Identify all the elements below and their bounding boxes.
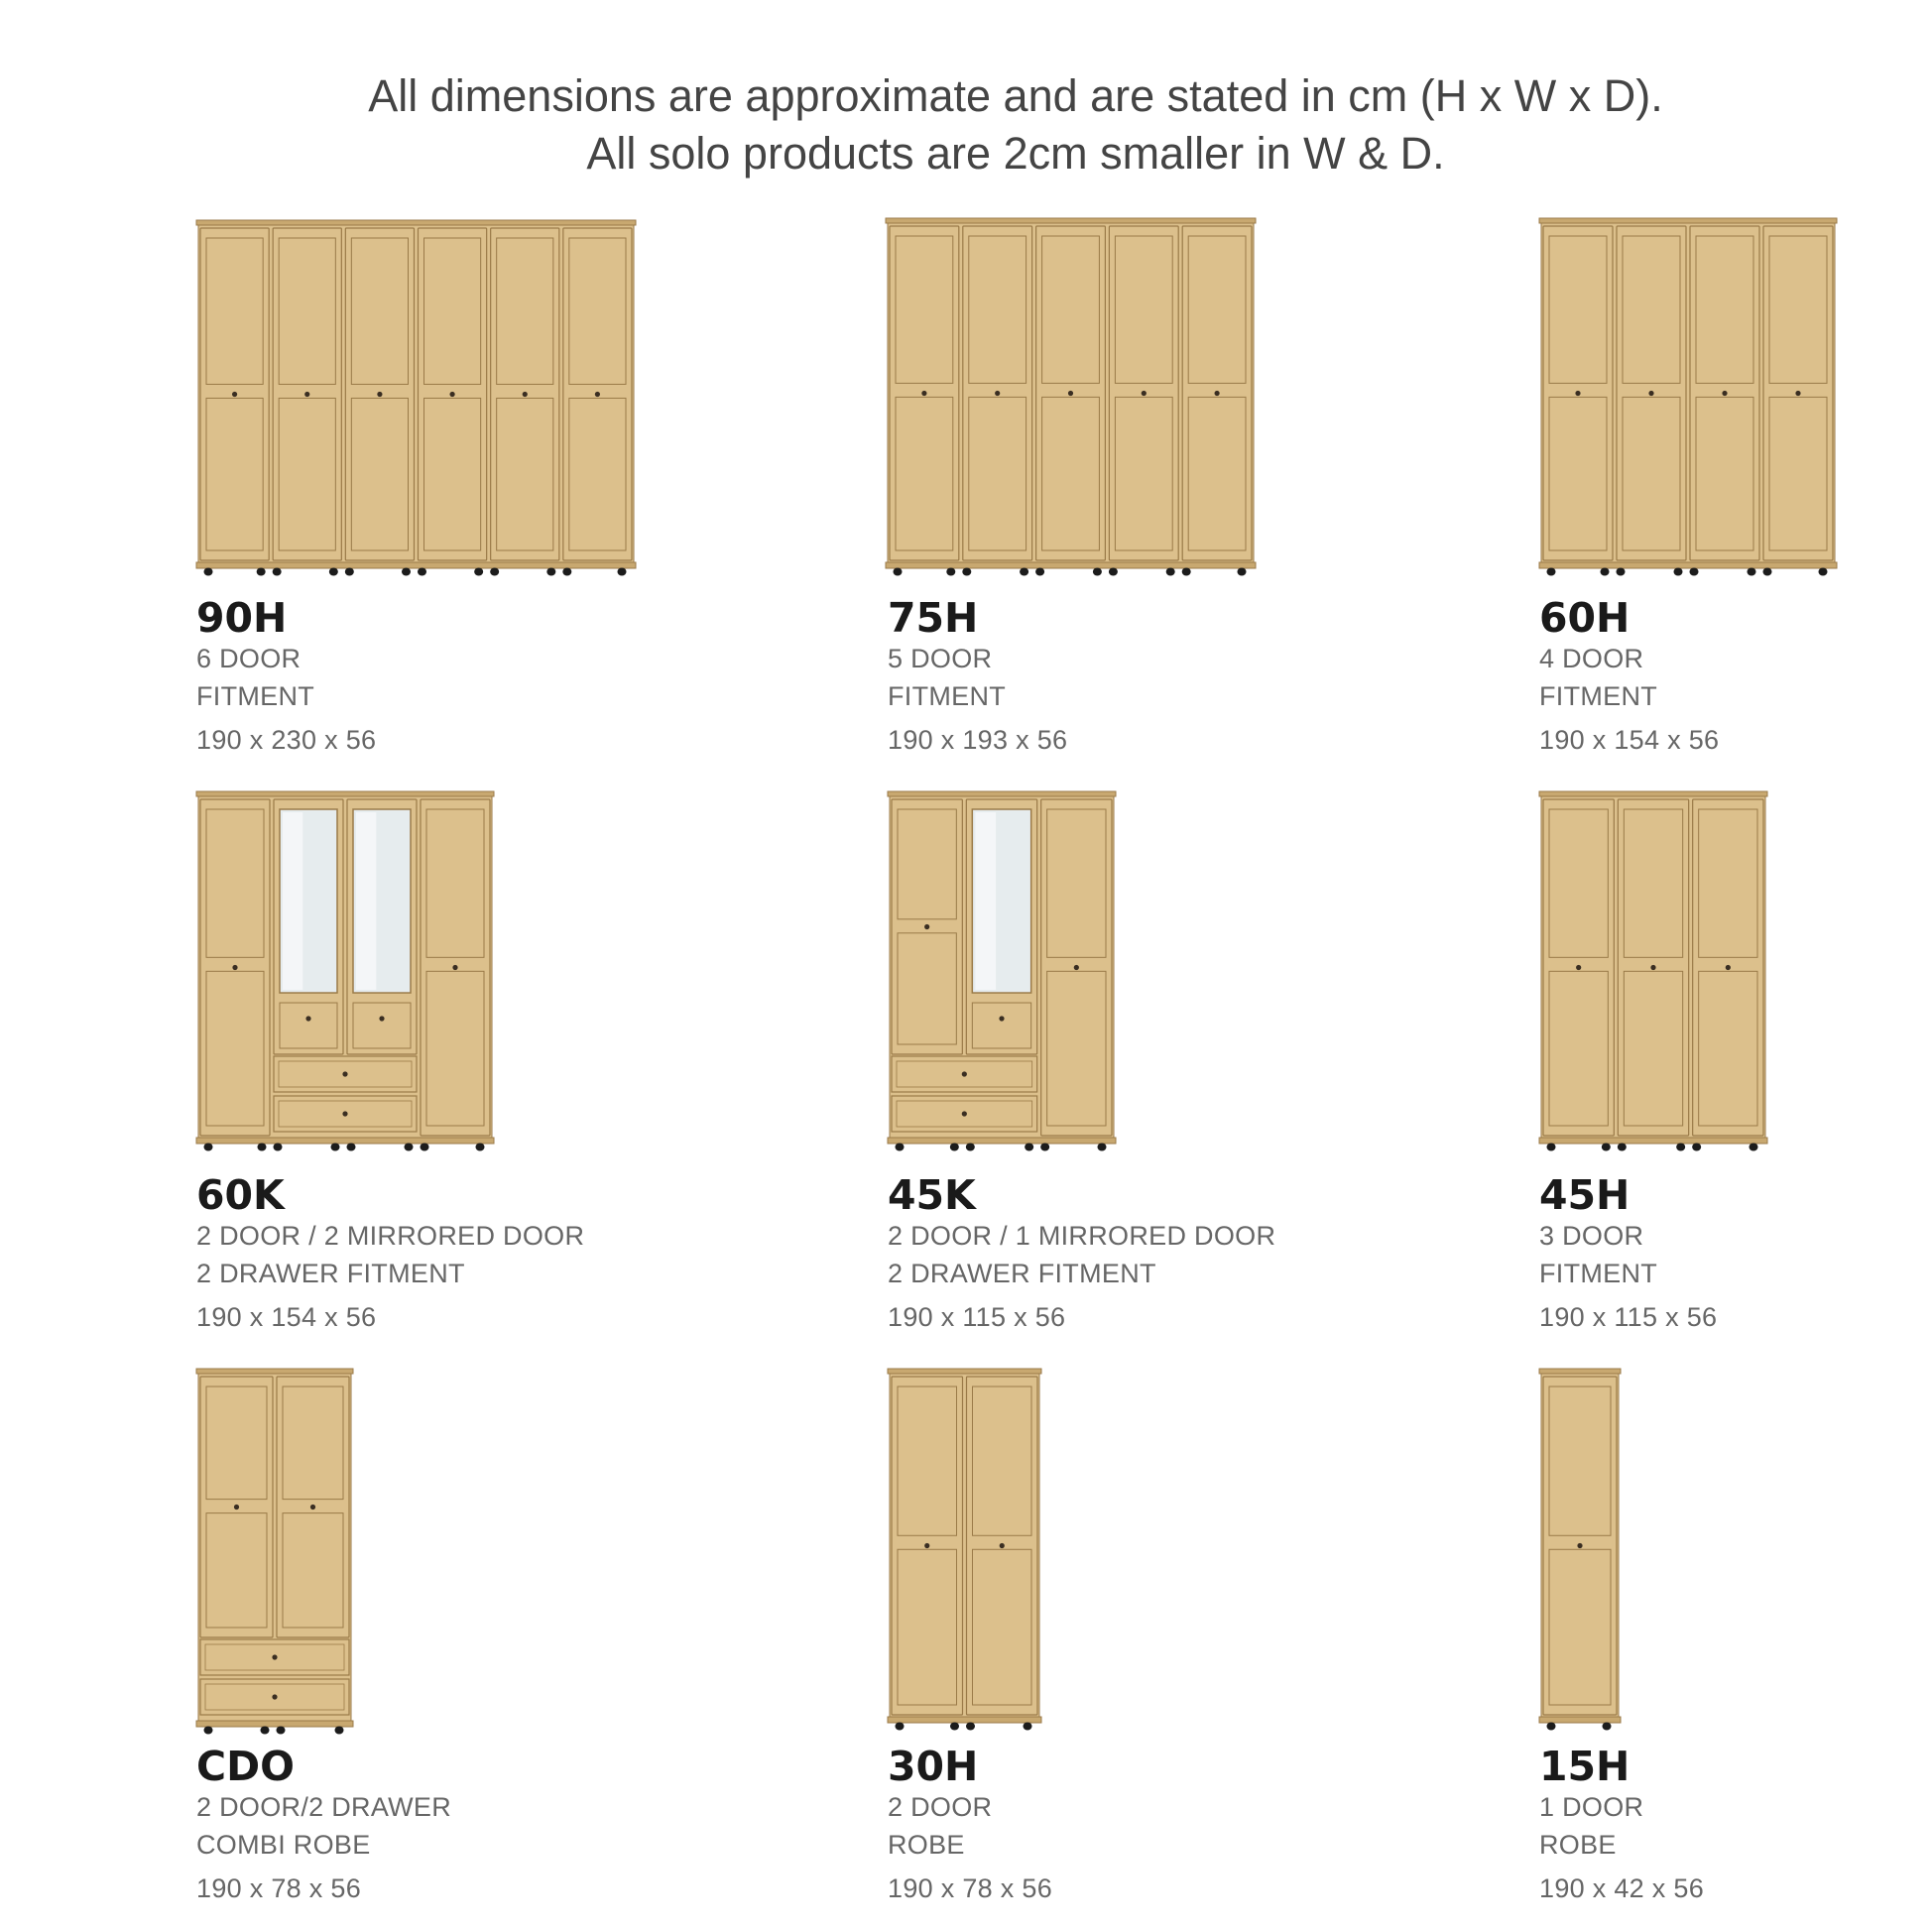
castor-foot <box>1750 1143 1758 1150</box>
castor-foot <box>1093 567 1102 575</box>
castor-foot <box>418 567 426 575</box>
product-code: 45K <box>888 1171 976 1219</box>
product-description-line-2: 2 DRAWER FITMENT <box>888 1259 1156 1288</box>
wardrobe-image-45k <box>888 791 1116 1152</box>
castor-foot <box>896 1722 905 1730</box>
drawer-knob <box>962 1111 967 1116</box>
door-knob <box>999 1016 1004 1021</box>
product-description-line-1: 6 DOOR <box>196 644 302 673</box>
product-description-line-2: COMBI ROBE <box>196 1830 371 1860</box>
castor-foot <box>258 1143 267 1150</box>
castor-foot <box>950 1722 959 1730</box>
product-description-line-1: 2 DOOR <box>888 1792 993 1822</box>
door-knob <box>595 392 600 397</box>
castor-foot <box>1603 1722 1612 1730</box>
castor-foot <box>966 1143 975 1150</box>
castor-foot <box>1040 1143 1049 1150</box>
product-dimensions: 190 x 115 x 56 <box>888 1302 1066 1332</box>
drawer-knob <box>342 1111 347 1116</box>
door-knob <box>1650 965 1655 970</box>
product-description-line-1: 2 DOOR / 1 MIRRORED DOOR <box>888 1221 1276 1251</box>
castor-foot <box>966 1722 975 1730</box>
castor-foot <box>277 1726 286 1734</box>
castor-foot <box>1182 567 1191 575</box>
door-knob <box>449 392 454 397</box>
product-description-line-2: FITMENT <box>1539 1259 1658 1288</box>
drawer-knob <box>272 1654 277 1659</box>
door-knob <box>234 1505 239 1509</box>
door-knob <box>310 1505 315 1509</box>
product-code: 75H <box>888 594 979 642</box>
drawer-knob <box>272 1694 277 1699</box>
castor-foot <box>204 1143 213 1150</box>
door-knob <box>452 965 457 970</box>
product-dimensions: 190 x 78 x 56 <box>888 1873 1053 1903</box>
castor-foot <box>1098 1143 1107 1150</box>
door-knob <box>377 392 382 397</box>
drawer-knob <box>962 1071 967 1076</box>
wardrobe-image-60h <box>1539 218 1837 577</box>
castor-foot <box>261 1726 270 1734</box>
product-description-line-2: 2 DRAWER FITMENT <box>196 1259 465 1288</box>
product-dimensions: 190 x 115 x 56 <box>1539 1302 1718 1332</box>
castor-foot <box>474 567 483 575</box>
product-description-line-1: 4 DOOR <box>1539 644 1644 673</box>
product-description-line-1: 2 DOOR / 2 MIRRORED DOOR <box>196 1221 585 1251</box>
castor-foot <box>1238 567 1247 575</box>
door-knob <box>1215 391 1220 396</box>
door-knob <box>1726 965 1731 970</box>
door-knob <box>1575 391 1580 396</box>
castor-foot <box>1547 567 1556 575</box>
castor-foot <box>894 567 903 575</box>
castor-foot <box>347 1143 356 1150</box>
castor-foot <box>962 567 971 575</box>
product-dimensions: 190 x 230 x 56 <box>196 725 377 755</box>
door-knob <box>1795 391 1800 396</box>
product-description-line-1: 1 DOOR <box>1539 1792 1644 1822</box>
castor-foot <box>1166 567 1175 575</box>
door-knob <box>1000 1543 1005 1548</box>
castor-foot <box>273 567 282 575</box>
door-knob <box>1577 1543 1582 1548</box>
door-knob <box>304 392 309 397</box>
door-knob <box>1074 965 1079 970</box>
door-knob <box>995 391 1000 396</box>
door-knob <box>232 392 237 397</box>
product-description-line-1: 2 DOOR/2 DRAWER <box>196 1792 452 1822</box>
castor-foot <box>405 1143 414 1150</box>
castor-foot <box>896 1143 905 1150</box>
door-knob <box>1648 391 1653 396</box>
castor-foot <box>204 567 213 575</box>
dimensions-note <box>0 67 1932 182</box>
castor-foot <box>204 1726 213 1734</box>
product-dimensions: 190 x 154 x 56 <box>196 1302 377 1332</box>
castor-foot <box>946 567 955 575</box>
dimensions-note-line-2: All solo products are 2cm smaller in W & D. <box>586 128 1445 179</box>
door-knob <box>1142 391 1147 396</box>
castor-foot <box>1763 567 1772 575</box>
castor-foot <box>1617 567 1626 575</box>
castor-foot <box>1024 1722 1032 1730</box>
product-dimensions: 190 x 42 x 56 <box>1539 1873 1705 1903</box>
door-knob <box>305 1016 310 1021</box>
castor-foot <box>546 567 555 575</box>
castor-foot <box>421 1143 429 1150</box>
castor-foot <box>1618 1143 1627 1150</box>
door-knob <box>924 924 929 929</box>
door-knob <box>523 392 528 397</box>
castor-foot <box>329 567 338 575</box>
door-knob <box>379 1016 384 1021</box>
wardrobe-image-45h <box>1539 791 1767 1152</box>
product-code: 60K <box>196 1171 285 1219</box>
castor-foot <box>1547 1722 1556 1730</box>
product-dimensions: 190 x 193 x 56 <box>888 725 1068 755</box>
product-description-line-2: ROBE <box>888 1830 965 1860</box>
product-description-line-2: FITMENT <box>1539 681 1658 711</box>
door-knob <box>1068 391 1073 396</box>
wardrobe-image-75h <box>886 218 1256 577</box>
castor-foot <box>562 567 571 575</box>
product-description-line-1: 3 DOOR <box>1539 1221 1644 1251</box>
castor-foot <box>618 567 627 575</box>
castor-foot <box>1109 567 1118 575</box>
castor-foot <box>1676 1143 1685 1150</box>
castor-foot <box>1674 567 1683 575</box>
castor-foot <box>1547 1143 1556 1150</box>
door-knob <box>924 1543 929 1548</box>
castor-foot <box>345 567 354 575</box>
product-description-line-2: FITMENT <box>888 681 1007 711</box>
product-code: 45H <box>1539 1171 1630 1219</box>
castor-foot <box>257 567 266 575</box>
castor-foot <box>1601 567 1610 575</box>
castor-foot <box>331 1143 340 1150</box>
castor-foot <box>335 1726 344 1734</box>
product-code: 30H <box>888 1743 979 1790</box>
product-code: 60H <box>1539 594 1630 642</box>
castor-foot <box>1748 567 1756 575</box>
product-description-line-2: ROBE <box>1539 1830 1617 1860</box>
castor-foot <box>490 567 499 575</box>
product-code: CDO <box>196 1743 295 1790</box>
wardrobe-image-90h <box>196 220 636 577</box>
wardrobe-image-15h <box>1539 1369 1621 1732</box>
castor-foot <box>402 567 411 575</box>
door-knob <box>232 965 237 970</box>
door-knob <box>1576 965 1581 970</box>
castor-foot <box>1819 567 1828 575</box>
castor-foot <box>1025 1143 1033 1150</box>
product-description-line-1: 5 DOOR <box>888 644 993 673</box>
product-code: 90H <box>196 594 288 642</box>
product-code: 15H <box>1539 1743 1630 1790</box>
door-knob <box>921 391 926 396</box>
castor-foot <box>274 1143 283 1150</box>
castor-foot <box>1020 567 1028 575</box>
product-description-line-2: FITMENT <box>196 681 315 711</box>
castor-foot <box>1035 567 1044 575</box>
castor-foot <box>950 1143 959 1150</box>
castor-foot <box>1692 1143 1701 1150</box>
wardrobe-image-cdo <box>196 1369 353 1736</box>
dimensions-note-line-1: All dimensions are approximate and are stated in cm (H x W x D). <box>368 70 1663 121</box>
drawer-knob <box>342 1071 347 1076</box>
castor-foot <box>1602 1143 1611 1150</box>
wardrobe-image-60k <box>196 791 494 1152</box>
product-dimensions: 190 x 78 x 56 <box>196 1873 362 1903</box>
wardrobe-image-30h <box>888 1369 1041 1732</box>
product-dimensions: 190 x 154 x 56 <box>1539 725 1720 755</box>
castor-foot <box>476 1143 485 1150</box>
castor-foot <box>1690 567 1699 575</box>
door-knob <box>1722 391 1727 396</box>
